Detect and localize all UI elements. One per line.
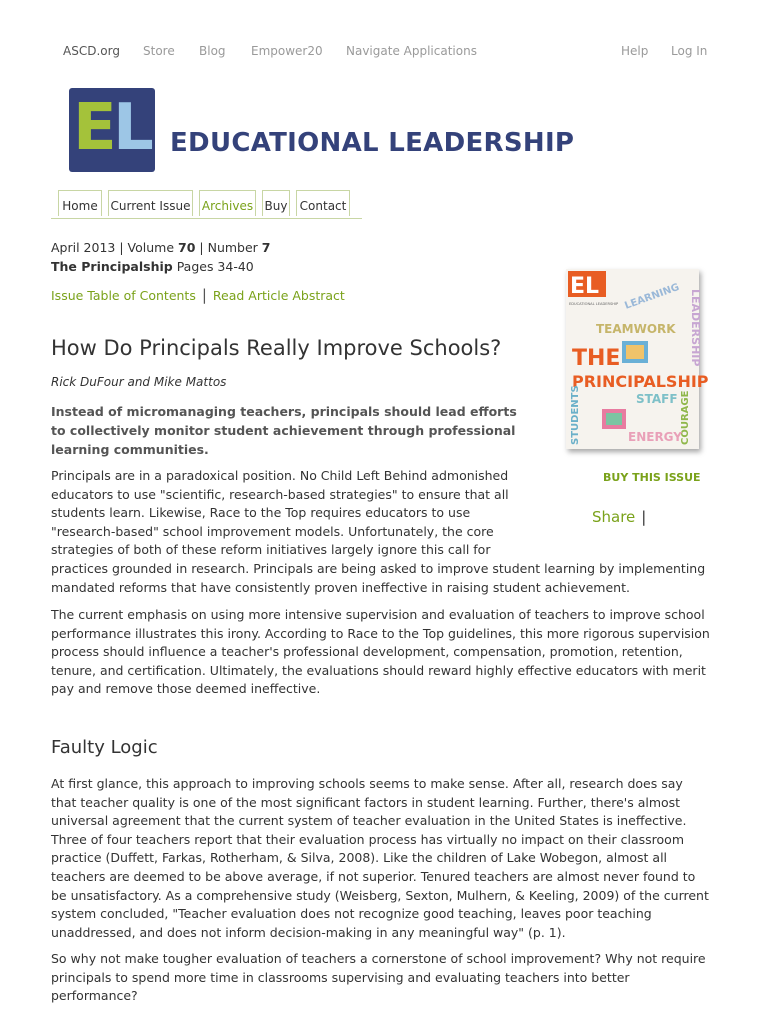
nav-link-help[interactable]: Help <box>621 44 649 58</box>
article-paragraph-1 <box>51 467 711 597</box>
cover-word-3: LEADERSHIP <box>689 289 702 367</box>
article-pages: Pages 34-40 <box>176 259 254 274</box>
share-control <box>592 508 646 526</box>
nav-link-navigate-applications[interactable]: Navigate Applications <box>346 44 477 58</box>
issue-number: 7 <box>261 240 271 255</box>
number-label: Number <box>207 240 258 255</box>
logo-letter-e: E <box>73 91 111 165</box>
cover-logo: EL <box>570 274 600 299</box>
nav-link-log-in[interactable]: Log In <box>671 44 708 58</box>
tab-current-issue[interactable]: Current Issue <box>108 190 193 216</box>
cover-word-5: STUDENTS <box>570 385 581 445</box>
nav-link-ascd[interactable]: ASCD.org <box>63 44 120 58</box>
volume-number: 70 <box>178 240 196 255</box>
cover-art <box>566 269 709 449</box>
cover-photo-2-inner <box>606 413 622 425</box>
cover-headline-2: PRINCIPALSHIP <box>572 372 709 391</box>
tab-home[interactable]: Home <box>58 190 102 216</box>
nav-link-empower20[interactable]: Empower20 <box>251 44 323 58</box>
article-paragraph-4: So why not make tougher evaluation of teachers a cornerstone of school improvement? Why not require principals to spend more time in classrooms supervising and evaluating teachers into better performance? <box>51 951 706 1004</box>
article-authors: Rick DuFour and Mike Mattos <box>51 375 227 389</box>
tab-buy[interactable]: Buy <box>262 190 290 216</box>
cover-word-4: STAFF <box>636 392 678 406</box>
cover-masthead: EDUCATIONAL LEADERSHIP <box>569 302 619 306</box>
buy-this-issue-link[interactable]: BUY THIS ISSUE <box>603 471 701 484</box>
volume-label: Volume <box>127 240 175 255</box>
article-title: How Do Principals Really Improve Schools? <box>51 336 502 360</box>
tab-archives[interactable]: Archives <box>199 190 256 216</box>
section-heading: Faulty Logic <box>51 737 158 758</box>
article-links <box>51 286 345 304</box>
cover-photo-1-inner <box>626 345 644 359</box>
tab-contact[interactable]: Contact <box>296 190 350 216</box>
cover-word-6: COURAGE <box>680 390 691 445</box>
top-navigation <box>63 44 706 60</box>
share-separator: | <box>641 508 647 526</box>
cover-word-1: LEARNING <box>623 281 681 312</box>
nav-link-blog[interactable]: Blog <box>199 44 226 58</box>
link-separator: | <box>201 286 207 304</box>
issue-theme: The Principalship <box>51 259 173 274</box>
cover-word-7: ENERGY <box>628 430 682 444</box>
cover-word-2: TEAMWORK <box>596 322 676 336</box>
logo-letter-l: L <box>113 91 154 165</box>
share-link[interactable]: Share <box>592 508 636 526</box>
el-logo[interactable] <box>69 88 155 172</box>
cover-headline-1: THE <box>572 346 621 371</box>
issue-date: April 2013 <box>51 240 116 255</box>
article-abstract-link[interactable]: Read Article Abstract <box>212 288 345 303</box>
issue-cover-image[interactable] <box>566 269 709 449</box>
brand-title[interactable]: EDUCATIONAL LEADERSHIP <box>170 128 575 158</box>
issue-toc-link[interactable]: Issue Table of Contents <box>51 288 196 303</box>
issue-theme-line <box>51 259 254 274</box>
article-lead: Instead of micromanaging teachers, principals should lead efforts to collectively monitor student achievement through professional learning communities. <box>51 404 517 457</box>
section-tabs <box>51 188 362 219</box>
article-paragraph-3: At first glance, this approach to improving schools seems to make sense. After all, research does say that teacher quality is one of the most significant factors in student learning. Further, there's almost universal agreement that the current system of teacher evaluation in the United States is ineffective. Three of four teachers report that their evaluation process has virtually no impact on their classroom practice (Duffett, Farkas, Rotherham, & Silva, 2008). Like the children of Lake Wobegon, almost all teachers are deemed to be above average, if not superior. Tenured teachers are almost never found to be unsatisfactory. As a comprehensive study (Weisberg, Sexton, Mulhern, & Keeling, 2009) of the current system concluded, "Teacher evaluation does not recognize good teaching, leaves poor teaching unaddressed, and does not inform decision-making in any meaningful way" (p. 1). <box>51 776 709 940</box>
paragraph-1-text: Principals are in a paradoxical position. No Child Left Behind admonished educators to use "scientific, research-based strategies" to ensure that all students learn. Likewise, Race to the Top requires educators to use "research-based" school improvement models. Unfortunately, the core strategies of both of these reform initiatives largely ignore this call for practices grounded in research. Principals are being asked to improve student learning by implementing mandated reforms that have consistently proven ineffective in raising student achievement. <box>51 468 706 595</box>
article-paragraph-2: The current emphasis on using more intensive supervision and evaluation of teachers to improve school performance illustrates this irony. According to Race to the Top guidelines, this more rigorous supervision process should influence a teacher's professional development, compensation, promotion, retention, tenure, and certification. Ultimately, the evaluations should reward highly effective educators with merit pay and remove those deemed ineffective. <box>51 607 710 697</box>
nav-link-store[interactable]: Store <box>143 44 175 58</box>
issue-meta: April 2013 | Volume 70 | Number 7 <box>51 240 271 255</box>
